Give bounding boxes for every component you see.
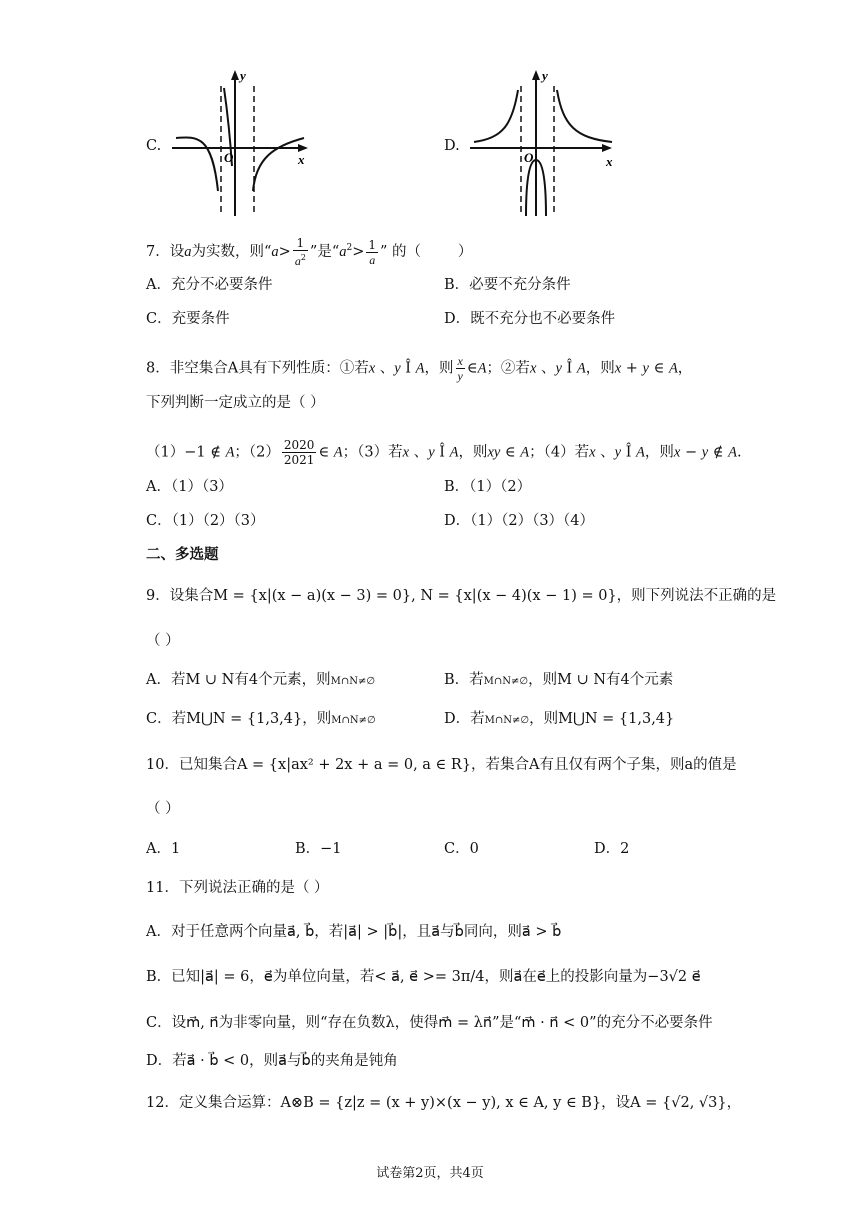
page-footer: 试卷第2页，共4页 bbox=[376, 1166, 484, 1181]
section-title: 二、多选题 bbox=[146, 546, 219, 563]
question-10-line2: （ ） bbox=[146, 801, 180, 817]
question-8-line3: （1）−1 ∉ A；（2） $\frac{2020}{2021}$ ∈ A；（3）若x 、y Î A，则xy ∈ A；（4）若x 、y Î A，则x − y ∉ A. bbox=[146, 438, 742, 467]
x-axis-label: x bbox=[606, 154, 613, 169]
q10-option-b: B．−1 bbox=[295, 841, 342, 857]
q9-option-c: C．若M⋃N = {1,3,4}，则M∩N≠∅ bbox=[146, 711, 376, 727]
q8-option-c: C．（1）（2）（3） bbox=[146, 513, 265, 529]
x-axis-label: x bbox=[298, 152, 305, 167]
q11-option-c: C．设m⃗, n⃗为非零向量，则“存在负数λ，使得m⃗ = λn⃗”是“m⃗ · n⃗ < 0”的充分不必要条件 bbox=[146, 1015, 713, 1031]
q8-option-d: D．（1）（2）（3）（4） bbox=[444, 513, 595, 529]
question-12-line1: 12．定义集合运算：A⊗B = {z|z = (x + y)×(x − y), x ∈ A, y ∈ B}，设A = {√2, √3}， bbox=[146, 1095, 742, 1111]
question-9-line2: （ ） bbox=[146, 633, 180, 649]
origin-label: O bbox=[524, 150, 534, 165]
graph-d bbox=[466, 66, 620, 218]
question-8-line1: 8．非空集合A具有下列性质：①若x 、y Î A，则 $\frac{x}{y}$ ∈A；②若x 、y Î A，则x + y ∈ A， bbox=[146, 354, 693, 383]
q9-option-d: D．若M∩N≠∅，则M⋃N = {1,3,4} bbox=[444, 711, 675, 727]
question-10-line1: 10．已知集合A = {x|ax² + 2x + a = 0, a ∈ R}，若集合A有且仅有两个子集，则a的值是 bbox=[146, 757, 737, 773]
q11-option-b: B．已知|a⃗| = 6，e⃗为单位向量，若< a⃗, e⃗ >= 3π/4，则a⃗在e⃗上的投影向量为−3√2 e⃗ bbox=[146, 969, 701, 985]
graph-c bbox=[168, 66, 318, 218]
q9-option-a: A．若M ∪ N有4个元素，则M∩N≠∅ bbox=[146, 672, 376, 688]
q8-option-a: A．（1）（3） bbox=[146, 479, 233, 495]
q10-option-c: C．0 bbox=[444, 841, 479, 857]
q11-option-d: D．若a⃗ · b⃗ < 0，则a⃗与b⃗的夹角是钝角 bbox=[146, 1053, 398, 1069]
q10-option-d: D．2 bbox=[594, 841, 630, 857]
question-7: 7．设a为实数，则“a> $\frac{1}{a^2}$ ”是“$a^2>$ $\frac{1}{a}$ ” 的（ ） bbox=[146, 236, 473, 268]
q11-option-a: A．对于任意两个向量a⃗, b⃗，若|a⃗| > |b⃗|，且a⃗与b⃗同向，则a⃗ > b⃗ bbox=[146, 924, 562, 940]
y-axis-label: y bbox=[240, 68, 246, 83]
question-9-line1: 9．设集合M = {x|(x − a)(x − 3) = 0}, N = {x|(x − 4)(x − 1) = 0}，则下列说法不正确的是 bbox=[146, 588, 777, 604]
option-d-label: D. bbox=[444, 138, 460, 154]
q7-option-d: D．既不充分也不必要条件 bbox=[444, 311, 616, 327]
q9-option-b: B．若M∩N≠∅，则M ∪ N有4个元素 bbox=[444, 672, 674, 688]
y-axis-label: y bbox=[542, 68, 548, 83]
q8-option-b: B．（1）（2） bbox=[444, 479, 532, 495]
option-c-label: C. bbox=[146, 138, 162, 154]
q7-option-a: A．充分不必要条件 bbox=[146, 277, 273, 293]
question-8-line2: 下列判断一定成立的是（ ） bbox=[146, 395, 325, 411]
q7-option-c: C．充要条件 bbox=[146, 311, 230, 327]
q10-option-a: A．1 bbox=[146, 841, 181, 857]
origin-label: O bbox=[224, 150, 234, 165]
question-11-line1: 11．下列说法正确的是（ ） bbox=[146, 880, 329, 896]
q7-option-b: B．必要不充分条件 bbox=[444, 277, 571, 293]
